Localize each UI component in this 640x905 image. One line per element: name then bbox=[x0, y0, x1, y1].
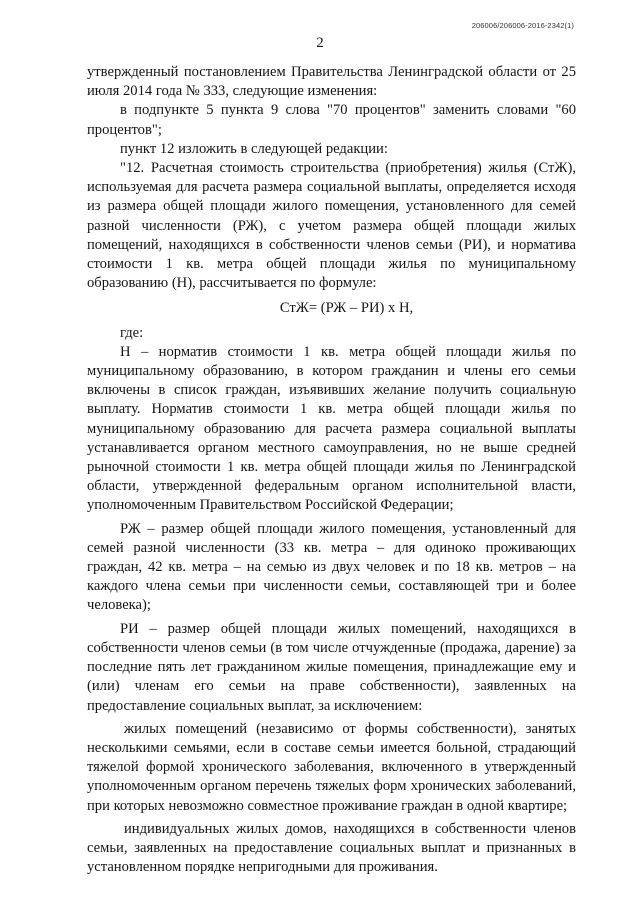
where-label: где: bbox=[120, 324, 144, 341]
paragraph-intro: утвержденный постановлением Правительства Ленинградской области от 25 июля 2014 года № 333, следующие изменения: bbox=[87, 64, 576, 100]
definition-ri: РИ – размер общей площади жилых помещений, находящихся в собственности членов семьи (в том числе отчужденные (продажа, дарение) за последние пять лет гражданином жилые помещения, принадлежащие ему и (или) членам его семьи на праве собственности), заявленных на предоставление социальных выплат, за исключением: bbox=[87, 620, 576, 714]
definition-rzh: РЖ – размер общей площади жилого помещения, установленный для семей разной численности (33 кв. метра – для одиноко проживающих граждан, 42 кв. метра – на семью из двух человек и по 18 кв. метров – на каждого члена семьи при численности семьи, составляющей три и более человека); bbox=[87, 520, 576, 614]
exclusion-2: индивидуальных жилых домов, находящихся в собственности членов семьи, заявленных на предоставление социальных выплат и признанных в установленном порядке непригодными для проживания. bbox=[87, 820, 576, 876]
page-number: 2 bbox=[316, 35, 324, 51]
formula: СтЖ= (РЖ – РИ) х Н, bbox=[279, 300, 414, 317]
paragraph-amendment-2: пункт 12 изложить в следующей редакции: bbox=[120, 140, 388, 157]
paragraph-clause-12: "12. Расчетная стоимость строительства (приобретения) жилья (СтЖ), используемая для расчета размера социальной выплаты, определяется исходя из размера общей площади жилого помещения, установленного для семей разной численности (РЖ), с учетом размера общей площади жилых помещений, находящихся в собственности членов семьи (РИ), и норматива стоимости 1 кв. метра общей площади жилья по муниципальному образованию (Н), рассчитывается по формуле: bbox=[87, 160, 576, 292]
definition-n: Н – норматив стоимости 1 кв. метра общей площади жилья по муниципальному образованию, в котором гражданин и члены его семьи включены в список граждан, изъявивших желание получить социальную выплату. Норматив стоимости 1 кв. метра общей площади жилья по муниципальному образованию для расчета размера социальной выплаты устанавливается органом местного самоуправления, но не выше средней рыночной стоимости 1 кв. метра общей площади жилья по Ленинградской области, утвержденной федеральным органом исполнительной власти, уполномоченным Правительством Российской Федерации; bbox=[87, 343, 576, 514]
document-id: 206006/206006-2016-2342(1) bbox=[471, 21, 574, 30]
document-body bbox=[87, 63, 576, 877]
exclusion-1: жилых помещений (независимо от формы собственности), занятых несколькими семьями, если в составе семьи имеется больной, страдающий тяжелой формой хронического заболевания, включенного в утвержденный уполномоченным органом перечень тяжелых форм хронических заболеваний, при которых невозможно совместное проживание граждан в одной квартире; bbox=[87, 720, 576, 814]
paragraph-amendment-1: в подпункте 5 пункта 9 слова "70 процентов" заменить словами "60 процентов"; bbox=[87, 102, 576, 138]
